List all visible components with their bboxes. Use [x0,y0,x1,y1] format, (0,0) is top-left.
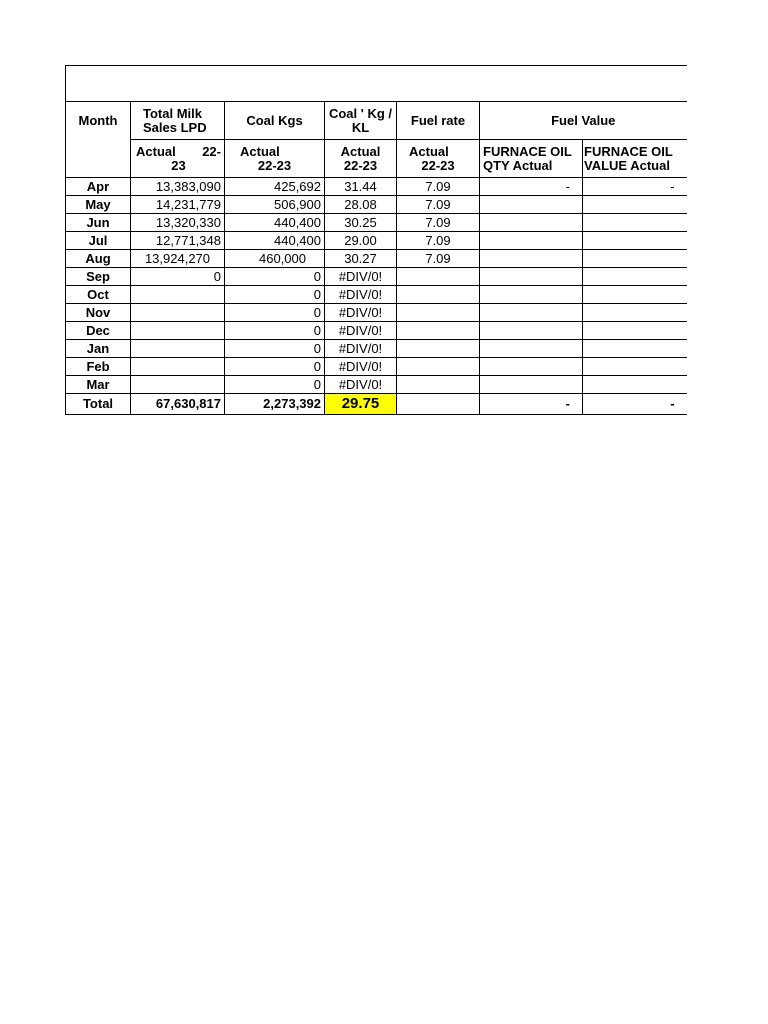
fuel-rate-cell[interactable]: 7.09 [397,178,480,196]
month-cell[interactable]: Jan [66,340,131,358]
month-cell[interactable]: Mar [66,376,131,394]
total-coal-ratio-cell[interactable]: 29.75 [325,394,397,415]
month-cell[interactable]: Oct [66,286,131,304]
month-cell[interactable]: Dec [66,322,131,340]
coal-ratio-cell[interactable]: #DIV/0! [325,358,397,376]
total-row [66,394,687,415]
table-row [66,322,687,340]
milk-actual-year-end: 23 [171,157,186,173]
milk-sales-cell[interactable] [131,286,225,304]
coal-kgs-cell[interactable]: 0 [225,358,325,376]
furnace-oil-qty-cell[interactable] [480,268,583,286]
coal-actual-label: Actual [240,143,280,159]
furnace-oil-value-cell[interactable] [583,268,687,286]
milk-sales-cell[interactable] [131,340,225,358]
total-coal-kgs-cell[interactable]: 2,273,392 [225,394,325,415]
furnace-oil-value-cell[interactable] [583,196,687,214]
coal-ratio-cell[interactable]: #DIV/0! [325,322,397,340]
coal-ratio-cell[interactable]: #DIV/0! [325,286,397,304]
subheader-furnace-oil-value[interactable]: FURNACE OIL VALUE Actual [583,140,687,178]
furnace-oil-qty-cell[interactable]: - [480,178,583,196]
header-total-milk-sales[interactable]: Total Milk Sales LPD [131,102,225,140]
header-month[interactable]: Month [66,102,131,178]
table-row [66,304,687,322]
title-row [66,66,687,102]
subheader-row [66,140,687,178]
header-coal-kgs[interactable]: Coal Kgs [225,102,325,140]
coal-ratio-cell[interactable]: 30.25 [325,214,397,232]
coal-kgs-cell[interactable]: 460,000 [225,250,325,268]
milk-sales-cell[interactable]: 0 [131,268,225,286]
furnace-oil-qty-cell[interactable] [480,322,583,340]
fuel-actual-label: Actual [409,143,449,159]
furnace-oil-value-cell[interactable] [583,340,687,358]
total-furnace-oil-qty-cell[interactable]: - [480,394,583,415]
furnace-oil-qty-cell[interactable] [480,376,583,394]
milk-actual-label: Actual [136,143,176,159]
coal-kgs-cell[interactable]: 506,900 [225,196,325,214]
total-milk-sales-cell[interactable]: 67,630,817 [131,394,225,415]
milk-actual-year-start: 22- [202,143,221,159]
milk-sales-cell[interactable] [131,322,225,340]
table-row [66,340,687,358]
coal-ratio-cell[interactable]: #DIV/0! [325,376,397,394]
table-row [66,214,687,232]
ratio-actual-year: 22-23 [343,157,378,173]
coal-ratio-cell[interactable]: #DIV/0! [325,304,397,322]
total-furnace-oil-value-cell[interactable]: - [583,394,687,415]
coal-kgs-cell[interactable]: 0 [225,304,325,322]
furnace-oil-value-cell[interactable] [583,214,687,232]
fuel-rate-cell[interactable] [397,340,480,358]
milk-sales-cell[interactable]: 14,231,779 [131,196,225,214]
header-row [66,102,687,140]
table-row [66,178,687,196]
coal-kgs-cell[interactable]: 440,400 [225,232,325,250]
milk-sales-cell[interactable] [131,358,225,376]
coal-kgs-cell[interactable]: 440,400 [225,214,325,232]
furnace-oil-value-cell[interactable] [583,232,687,250]
month-cell[interactable]: Aug [66,250,131,268]
coal-ratio-cell[interactable]: #DIV/0! [325,268,397,286]
table-row [66,358,687,376]
fuel-rate-cell[interactable] [397,268,480,286]
milk-actual-line [136,145,221,159]
coal-kgs-cell[interactable]: 0 [225,340,325,358]
coal-ratio-cell[interactable]: 31.44 [325,178,397,196]
furnace-oil-value-cell[interactable] [583,250,687,268]
coal-ratio-cell[interactable]: 28.08 [325,196,397,214]
furnace-oil-value-cell[interactable] [583,376,687,394]
furnace-oil-value-cell[interactable] [583,304,687,322]
fuel-rate-cell[interactable] [397,286,480,304]
furnace-oil-qty-cell[interactable] [480,286,583,304]
milk-sales-cell[interactable]: 12,771,348 [131,232,225,250]
furnace-oil-qty-cell[interactable] [480,214,583,232]
table-row [66,250,687,268]
furnace-oil-value-cell[interactable] [583,286,687,304]
header-fuel-rate[interactable]: Fuel rate [397,102,480,140]
table-row [66,286,687,304]
table-row [66,232,687,250]
coal-kgs-cell[interactable]: 0 [225,322,325,340]
month-cell[interactable]: Nov [66,304,131,322]
subheader-ratio-actual[interactable] [325,140,397,178]
milk-sales-cell[interactable]: 13,924,270 [131,250,225,268]
month-cell[interactable]: Apr [66,178,131,196]
coal-kgs-cell[interactable]: 425,692 [225,178,325,196]
furnace-oil-qty-cell[interactable] [480,358,583,376]
subheader-milk-actual[interactable] [131,140,225,178]
coal-ratio-cell[interactable]: #DIV/0! [325,340,397,358]
fuel-rate-cell[interactable]: 7.09 [397,232,480,250]
fuel-rate-cell[interactable] [397,376,480,394]
coal-kgs-cell[interactable]: 0 [225,376,325,394]
fuel-rate-cell[interactable] [397,322,480,340]
header-fuel-value[interactable]: Fuel Value [480,102,687,140]
fuel-consumption-table [65,65,687,415]
coal-ratio-cell[interactable]: 30.27 [325,250,397,268]
milk-sales-cell[interactable] [131,376,225,394]
total-fuel-rate-cell[interactable] [397,394,480,415]
furnace-oil-qty-cell[interactable] [480,340,583,358]
fuel-rate-cell[interactable] [397,358,480,376]
coal-kgs-cell[interactable]: 0 [225,286,325,304]
month-cell[interactable]: Jun [66,214,131,232]
furnace-oil-value-cell[interactable]: - [583,178,687,196]
month-cell[interactable]: Jul [66,232,131,250]
milk-sales-cell[interactable]: 13,320,330 [131,214,225,232]
coal-actual-year: 22-23 [257,157,292,173]
coal-kgs-cell[interactable]: 0 [225,268,325,286]
header-coal-kg-per-kl[interactable]: Coal ' Kg / KL [325,102,397,140]
table-row [66,376,687,394]
milk-sales-cell[interactable]: 13,383,090 [131,178,225,196]
month-cell[interactable]: Feb [66,358,131,376]
table-row [66,196,687,214]
total-label-cell[interactable]: Total [66,394,131,415]
furnace-oil-value-cell[interactable] [583,358,687,376]
furnace-oil-qty-cell[interactable] [480,196,583,214]
furnace-oil-qty-cell[interactable] [480,250,583,268]
ratio-actual-label: Actual [340,143,381,159]
subheader-coal-actual[interactable] [225,140,325,178]
table-row [66,268,687,286]
fuel-rate-cell[interactable]: 7.09 [397,250,480,268]
title-cell[interactable] [66,66,687,102]
fuel-rate-cell[interactable]: 7.09 [397,196,480,214]
month-cell[interactable]: May [66,196,131,214]
month-cell[interactable]: Sep [66,268,131,286]
furnace-oil-value-cell[interactable] [583,322,687,340]
coal-ratio-cell[interactable]: 29.00 [325,232,397,250]
furnace-oil-qty-cell[interactable] [480,304,583,322]
subheader-furnace-oil-qty[interactable]: FURNACE OIL QTY Actual [480,140,583,178]
fuel-rate-cell[interactable]: 7.09 [397,214,480,232]
milk-sales-cell[interactable] [131,304,225,322]
subheader-fuel-actual[interactable] [397,140,480,178]
fuel-actual-year: 22-23 [421,157,455,173]
furnace-oil-qty-cell[interactable] [480,232,583,250]
fuel-rate-cell[interactable] [397,304,480,322]
